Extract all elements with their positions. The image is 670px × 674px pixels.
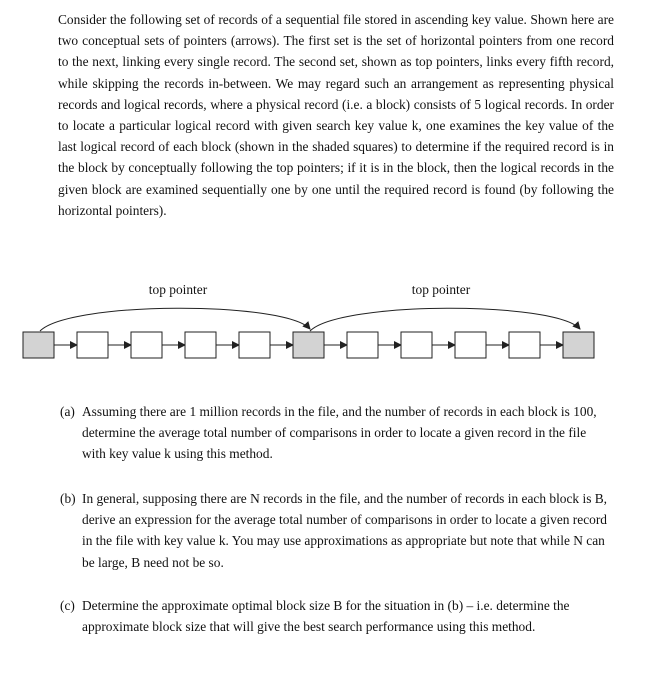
record-box	[77, 332, 108, 358]
record-box	[185, 332, 216, 358]
record-box-shaded	[563, 332, 594, 358]
record-box	[509, 332, 540, 358]
question-text: In general, supposing there are N records in the file, and the number of records in each block is B, derive an expression for the average total number of comparisons in order to locate a given record in the file with key value k. You may use approximations as appropriate but note that while N can be large, B need not be so.	[82, 491, 608, 570]
question-a	[60, 401, 612, 465]
question-text: Determine the approximate optimal block size B for the situation in (b) – i.e. determine the approximate block size that will give the best search performance using this method.	[82, 598, 570, 635]
top-pointer-label: top pointer	[148, 282, 208, 297]
question-c	[60, 595, 612, 637]
pointer-diagram	[0, 276, 670, 366]
record-row	[23, 332, 594, 358]
top-pointer-arrow	[40, 308, 310, 331]
record-box-shaded	[293, 332, 324, 358]
question-label: (c)	[60, 598, 75, 613]
question-label: (a)	[60, 404, 75, 419]
question-label: (b)	[60, 491, 76, 506]
record-box	[347, 332, 378, 358]
top-pointer-arrow	[310, 308, 580, 331]
top-pointer-label: top pointer	[411, 282, 471, 297]
record-box	[401, 332, 432, 358]
record-box	[131, 332, 162, 358]
record-box	[455, 332, 486, 358]
question-b	[60, 488, 612, 573]
question-text: Assuming there are 1 million records in the file, and the number of records in each block is 100, determine the average total number of comparisons in order to locate a given record in the file with key value k using this method.	[82, 404, 597, 462]
record-box	[239, 332, 270, 358]
record-box-shaded	[23, 332, 54, 358]
intro-paragraph: Consider the following set of records of a sequential file stored in ascending key value. Shown here are two conceptual sets of pointers (arrows). The first set is the set of horizontal pointers from one record to the next, linking every single record. The second set, shown as top pointers, links every fifth record, while skipping the records in-between. We may regard such an arrangement as representing physical records and logical records, where a physical record (i.e. a block) consists of 5 logical records. In order to locate a particular logical record with given search key value k, one examines the key value of the last logical record of each block (shown in the shaded squares) to determine if the required record is in the block by conceptually following the top pointers; if it is in the block, then the logical records in the given block are examined sequentially one by one until the required record is found (by following the horizontal pointers).	[58, 12, 614, 218]
